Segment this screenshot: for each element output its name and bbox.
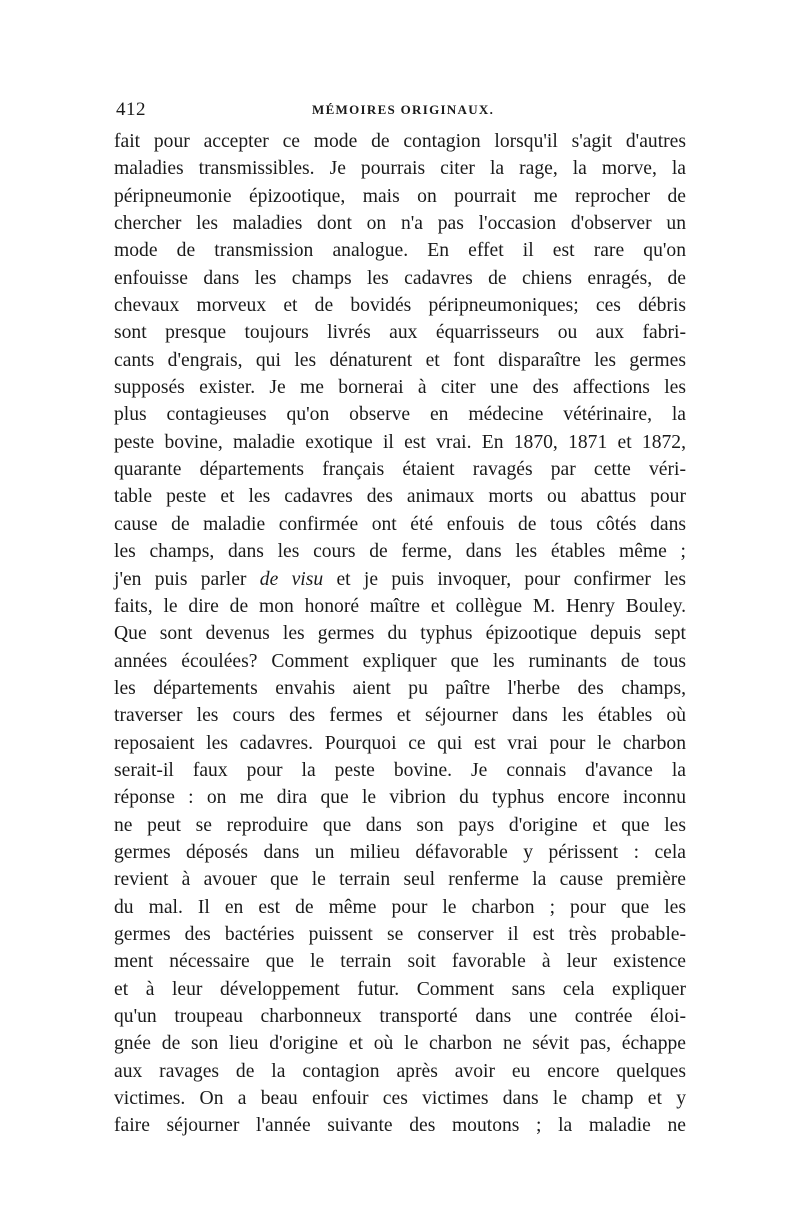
- running-title: MÉMOIRES ORIGINAUX.: [312, 102, 495, 117]
- running-head: [116, 99, 684, 123]
- text-line: qu'un troupeau charbonneux transporté dans une contrée éloi-: [114, 1006, 686, 1027]
- text-line: quarante départements français étaient ravagés par cette véri-: [114, 459, 686, 481]
- text-line: [114, 566, 686, 593]
- text-line: aux ravages de la contagion après avoir eu encore quelques: [114, 1060, 686, 1082]
- text-line: traverser les cours des fermes et séjourner dans les étables où: [114, 705, 686, 727]
- italic-phrase: de visu: [259, 568, 324, 590]
- text-line: fait pour accepter ce mode de contagion lorsqu'il s'agit d'autres: [114, 131, 686, 152]
- text-line: années écoulées? Comment expliquer que les ruminants de tous: [114, 650, 686, 672]
- text-line: du mal. Il en est de même pour le charbon ; pour que les: [114, 896, 686, 918]
- text-segment: et je puis invoquer, pour confirmer les: [323, 568, 686, 590]
- text-line: chercher les maladies dont on n'a pas l'occasion d'observer un: [114, 213, 686, 235]
- text-line: gnée de son lieu d'origine et où le charbon ne sévit pas, échappe: [114, 1033, 686, 1055]
- text-line: enfouisse dans les champs les cadavres de chiens enragés, de: [114, 267, 686, 289]
- text-line: germes des bactéries puissent se conserver il est très probable-: [114, 923, 686, 945]
- text-line: faire séjourner l'année suivante des moutons ; la maladie ne: [114, 1115, 686, 1137]
- text-line: plus contagieuses qu'on observe en médecine vétérinaire, la: [114, 404, 686, 426]
- text-line: cants d'engrais, qui les dénaturent et font disparaître les germes: [114, 349, 686, 371]
- text-line: et à leur développement futur. Comment sans cela expliquer: [114, 978, 686, 1000]
- text-line: revient à avouer que le terrain seul renferme la cause première: [114, 869, 686, 891]
- body-text: [114, 128, 686, 1140]
- text-line: sont presque toujours livrés aux équarrisseurs ou aux fabri-: [114, 322, 686, 344]
- text-line: Que sont devenus les germes du typhus épizootique depuis sept: [114, 623, 686, 645]
- text-line: ne peut se reproduire que dans son pays d'origine et que les: [114, 814, 686, 836]
- text-line: peste bovine, maladie exotique il est vrai. En 1870, 1871 et 1872,: [114, 431, 686, 453]
- text-line: chevaux morveux et de bovidés péripneumoniques; ces débris: [114, 295, 686, 317]
- text-line: table peste et les cadavres des animaux morts ou abattus pour: [114, 486, 686, 508]
- text-segment: j'en puis parler: [114, 568, 260, 590]
- text-line: ment nécessaire que le terrain soit favorable à leur existence: [114, 951, 686, 973]
- text-line: faits, le dire de mon honoré maître et collègue M. Henry Bouley.: [114, 595, 686, 617]
- text-line: supposés exister. Je me bornerai à citer une des affections les: [114, 377, 686, 399]
- text-line: germes déposés dans un milieu défavorable y périssent : cela: [114, 841, 686, 863]
- text-line: reposaient les cadavres. Pourquoi ce qui est vrai pour le charbon: [114, 732, 686, 754]
- text-line: réponse : on me dira que le vibrion du typhus encore inconnu: [114, 787, 686, 809]
- text-line: serait-il faux pour la peste bovine. Je connais d'avance la: [114, 759, 686, 781]
- text-line: victimes. On a beau enfouir ces victimes dans le champ et y: [114, 1088, 686, 1110]
- text-line: cause de maladie confirmée ont été enfouis de tous côtés dans: [114, 513, 686, 535]
- text-line: péripneumonie épizootique, mais on pourrait me reprocher de: [114, 185, 686, 207]
- text-line: mode de transmission analogue. En effet il est rare qu'on: [114, 240, 686, 262]
- text-line: les départements envahis aient pu paître l'herbe des champs,: [114, 677, 686, 699]
- page-number: 412: [116, 99, 146, 120]
- text-line: maladies transmissibles. Je pourrais citer la rage, la morve, la: [114, 158, 686, 180]
- text-line: les champs, dans les cours de ferme, dans les étables même ;: [114, 541, 686, 563]
